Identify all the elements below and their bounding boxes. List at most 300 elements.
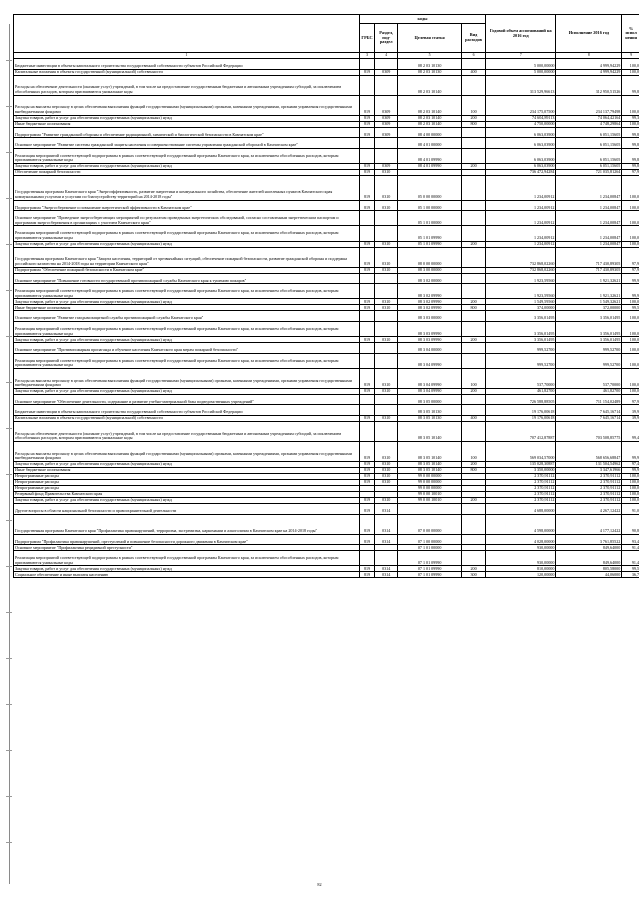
- row-percent: 100,0: [622, 226, 639, 241]
- row-target: 05 0 00 00000: [398, 175, 462, 200]
- row-razdel: 0314: [375, 514, 398, 534]
- row-vid: [461, 75, 485, 95]
- row-target: 05 1 01 00000: [398, 211, 462, 226]
- row-vid: [461, 551, 485, 566]
- row-razdel: [375, 273, 398, 284]
- row-grbs: [359, 148, 374, 163]
- row-percent: 100,0: [622, 175, 639, 200]
- row-executed: 717 430,89305: [556, 247, 622, 267]
- row-annual: 1 923,59560: [486, 284, 556, 299]
- row-name: Иные бюджетные ассигнования: [14, 305, 360, 311]
- row-executed: 1 234,00847: [556, 241, 622, 247]
- row-executed: 1 921,32621: [556, 284, 622, 299]
- row-percent: 39,9: [622, 405, 639, 416]
- row-percent: 100,0: [622, 492, 639, 498]
- row-annual: 6 063,03900: [486, 127, 556, 138]
- table-row: [14, 226, 639, 241]
- row-vid: 200: [461, 462, 485, 468]
- row-percent: 99,9: [622, 273, 639, 284]
- row-executed: 6 051,15605: [556, 127, 622, 138]
- row-vid: [461, 59, 485, 70]
- row-executed: 312 950,51526: [556, 75, 622, 95]
- row-target: 07 1 01 00000: [398, 545, 462, 551]
- row-percent: 100,0: [622, 321, 639, 336]
- row-grbs: 819: [359, 572, 374, 578]
- row-annual: 732 868,02260: [486, 267, 556, 273]
- row-vid: [461, 200, 485, 211]
- row-target: 05 1 00 00000: [398, 200, 462, 211]
- row-grbs: [359, 551, 374, 566]
- row-target: 05 1 01 09990: [398, 226, 462, 241]
- row-vid: 200: [461, 498, 485, 504]
- row-name: Реализация мероприятий соответствующей подпрограммы в рамках соответствующей государственной программы Камчатского края, за исключением обособленных расходов, которым присваиваются уникальные коды: [14, 284, 360, 299]
- row-name: Капитальные вложения в объекты государственной (муниципальной) собственности: [14, 69, 360, 75]
- row-target: 99 0 00 10010: [398, 498, 462, 504]
- row-percent: 97,9: [622, 394, 639, 405]
- row-target: 08 3 04 00000: [398, 343, 462, 354]
- row-vid: 200: [461, 115, 485, 121]
- row-target: 08 2 03 10140: [398, 121, 462, 127]
- row-executed: 2 370,91112: [556, 486, 622, 492]
- row-vid: [461, 175, 485, 200]
- row-name: Расходы на выплаты персоналу в целях обеспечения выполнения функций государственными (муниципальными) органами, казенными учреждениями, органами управления государственными внебюджетными фондами: [14, 95, 360, 115]
- row-annual: 74 604,89113: [486, 115, 556, 121]
- row-target: 05 1 01 09990: [398, 241, 462, 247]
- row-grbs: 819: [359, 69, 374, 75]
- row-annual: 5 000,00000: [486, 59, 556, 70]
- row-grbs: [359, 211, 374, 226]
- edge-tick: [6, 336, 12, 337]
- row-vid: 800: [461, 305, 485, 311]
- row-percent: 100,0: [622, 388, 639, 394]
- table-row: [14, 504, 639, 515]
- row-grbs: [359, 321, 374, 336]
- row-name: Основное мероприятие "Развитие системы гражданской защиты населения и совершенствование системы управления гражданской обороной в Камчатском крае": [14, 138, 360, 149]
- row-name: Иные бюджетные ассигнования: [14, 121, 360, 127]
- row-vid: [461, 247, 485, 267]
- row-grbs: 819: [359, 247, 374, 267]
- row-executed: 234 137,79498: [556, 95, 622, 115]
- row-executed: 74 064,42164: [556, 115, 622, 121]
- row-percent: 100,0: [622, 480, 639, 486]
- row-annual: 1 234,00912: [486, 226, 556, 241]
- row-target: 08 3 03 00000: [398, 311, 462, 322]
- row-executed: 3 347,61966: [556, 468, 622, 474]
- row-vid: [461, 311, 485, 322]
- table-row: [14, 75, 639, 95]
- row-percent: 99,8: [622, 148, 639, 163]
- row-razdel: 0310: [375, 175, 398, 200]
- row-razdel: 0309: [375, 127, 398, 138]
- row-razdel: 0309: [375, 95, 398, 115]
- row-percent: 100,0: [622, 498, 639, 504]
- row-razdel: [375, 422, 398, 442]
- row-percent: 39,9: [622, 416, 639, 422]
- row-grbs: 819: [359, 504, 374, 515]
- row-vid: 200: [461, 388, 485, 394]
- row-vid: [461, 394, 485, 405]
- row-target: 08 3 04 09990: [398, 388, 462, 394]
- row-executed: 4 999,94229: [556, 59, 622, 70]
- row-name: Закупка товаров, работ и услуг для обеспечения государственных (муниципальных) нужд: [14, 299, 360, 305]
- edge-tick: [6, 106, 12, 107]
- edge-tick: [6, 612, 12, 613]
- row-target: 08 4 00 00000: [398, 127, 462, 138]
- row-percent: 91,4: [622, 551, 639, 566]
- row-grbs: [359, 405, 374, 416]
- row-name: Государственная программа Камчатского края "Энергоэффективность, развитие энергетики и коммунального хозяйства, обеспечение жителей населенных пунктов Камчатского края коммунальными услугами и услугами по благоустройству территорий на 2014-2018 годы": [14, 175, 360, 200]
- row-grbs: 819: [359, 267, 374, 273]
- row-percent: 91,0: [622, 504, 639, 515]
- row-target: 08 3 03 09990: [398, 321, 462, 336]
- row-executed: 717 430,89305: [556, 267, 622, 273]
- row-executed: 849,64000: [556, 545, 622, 551]
- row-executed: 372,00000: [556, 305, 622, 311]
- row-target: 08 4 01 09990: [398, 163, 462, 169]
- row-executed: 1 921,32621: [556, 273, 622, 284]
- table-row: [14, 442, 639, 462]
- row-executed: 805,58000: [556, 566, 622, 572]
- row-annual: 2 370,91112: [486, 480, 556, 486]
- row-target: 08 4 01 00000: [398, 138, 462, 149]
- row-annual: 461,82700: [486, 388, 556, 394]
- row-name: Подпрограмма "Обеспечение пожарной безопасности в Камчатском крае": [14, 267, 360, 273]
- row-name: Реализация мероприятий соответствующей подпрограммы в рамках соответствующей государственной программы Камчатского края, за исключением обособленных расходов, которым присваиваются уникальные коды: [14, 226, 360, 241]
- table-row: [14, 59, 639, 70]
- row-percent: 100,0: [622, 241, 639, 247]
- row-grbs: 819: [359, 368, 374, 388]
- row-vid: [461, 148, 485, 163]
- row-percent: 100,0: [622, 69, 639, 75]
- row-name: Закупка товаров, работ и услуг для обеспечения государственных (муниципальных) нужд: [14, 241, 360, 247]
- table-row: [14, 311, 639, 322]
- row-name: Закупка товаров, работ и услуг для обеспечения государственных (муниципальных) нужд: [14, 462, 360, 468]
- row-percent: 100,0: [622, 337, 639, 343]
- row-annual: 3 356,01495: [486, 311, 556, 322]
- row-annual: 726 588,88505: [486, 394, 556, 405]
- row-razdel: 0310: [375, 241, 398, 247]
- row-executed: 3 761,85522: [556, 534, 622, 545]
- row-percent: 100,0: [622, 353, 639, 368]
- row-executed: 4 748,29864: [556, 121, 622, 127]
- row-target: 07 0 00 00000: [398, 514, 462, 534]
- row-annual: 19 176,00618: [486, 416, 556, 422]
- row-razdel: [375, 551, 398, 566]
- row-executed: 3 356,01495: [556, 321, 622, 336]
- row-name: Закупка товаров, работ и услуг для обеспечения государственных (муниципальных) нужд: [14, 163, 360, 169]
- row-razdel: [375, 353, 398, 368]
- table-row: [14, 405, 639, 416]
- budget-execution-table: [13, 14, 639, 578]
- row-razdel: 0310: [375, 169, 398, 175]
- edge-tick: [6, 704, 12, 705]
- row-name: Подпрограмма "Развитие гражданской обороны и обеспечение радиационной, химической и биологической безопасности в Камчатском крае": [14, 127, 360, 138]
- row-vid: [461, 226, 485, 241]
- row-name: Подпрограмма "Энергосбережение и повышение энергетической эффективности в Камчатском крае": [14, 200, 360, 211]
- row-annual: 1 234,00912: [486, 175, 556, 200]
- row-percent: 90,8: [622, 514, 639, 534]
- row-annual: 2 370,91112: [486, 474, 556, 480]
- row-name: Непрограммные расходы: [14, 486, 360, 492]
- row-annual: 1 234,00912: [486, 200, 556, 211]
- row-target: 08 3 04 09990: [398, 353, 462, 368]
- row-target: 08 2 03 10140: [398, 95, 462, 115]
- row-name: Закупка товаров, работ и услуг для обеспечения государственных (муниципальных) нужд: [14, 337, 360, 343]
- row-percent: 97,9: [622, 267, 639, 273]
- row-annual: 120,00000: [486, 572, 556, 578]
- row-target: 07 1 00 00000: [398, 534, 462, 545]
- row-razdel: 0310: [375, 247, 398, 267]
- row-target: 99 0 00 00000: [398, 486, 462, 492]
- table-row: [14, 148, 639, 163]
- row-grbs: 819: [359, 474, 374, 480]
- row-executed: 3 356,01495: [556, 337, 622, 343]
- row-executed: 1 234,00847: [556, 175, 622, 200]
- row-annual: 3 356,01495: [486, 337, 556, 343]
- row-executed: 4 999,94229: [556, 69, 622, 75]
- row-razdel: [375, 311, 398, 322]
- row-razdel: 0314: [375, 572, 398, 578]
- row-percent: 99,5: [622, 305, 639, 311]
- row-razdel: 0314: [375, 534, 398, 545]
- row-razdel: 0310: [375, 337, 398, 343]
- row-vid: [461, 514, 485, 534]
- row-percent: 100,0: [622, 343, 639, 354]
- row-annual: 707 412,87887: [486, 422, 556, 442]
- row-annual: 810,00000: [486, 566, 556, 572]
- row-vid: 100: [461, 95, 485, 115]
- row-target: 08 3 05 10140: [398, 422, 462, 442]
- table-row: [14, 343, 639, 354]
- row-name: Основное мероприятие "Обеспечение деятельности, содержание и развитие учебно-материальной базы подведомственных учреждений": [14, 394, 360, 405]
- edge-tick: [6, 520, 12, 521]
- row-grbs: 819: [359, 95, 374, 115]
- row-annual: 537,70000: [486, 368, 556, 388]
- row-razdel: [375, 211, 398, 226]
- row-name: Основное мероприятие "Развитие газодымозащитной службы противопожарной службы Камчатского края": [14, 311, 360, 322]
- row-grbs: 819: [359, 241, 374, 247]
- row-name: Подпрограмма "Профилактика правонарушений, преступлений и повышение безопасности дорожного движения в Камчатском крае": [14, 534, 360, 545]
- edge-tick: [6, 842, 12, 843]
- row-target: 99 0 00 10010: [398, 492, 462, 498]
- row-annual: 4 598,00000: [486, 514, 556, 534]
- header-grbs: ГРБС: [359, 24, 374, 53]
- row-name: Расходы на выплаты персоналу в целях обеспечения выполнения функций государственными (муниципальными) органами, казенными учреждениями, органами управления государственными внебюджетными фондами: [14, 442, 360, 462]
- table-row: [14, 211, 639, 226]
- table-row: [14, 514, 639, 534]
- row-name: Основное мероприятие "Повышение готовности государственной противопожарной службы Камчатского края к тушению пожаров": [14, 273, 360, 284]
- row-percent: 99,5: [622, 566, 639, 572]
- row-name: Основное мероприятие "Противопожарная пропаганда и обучение населения Камчатского края мерам пожарной безопасности": [14, 343, 360, 354]
- row-razdel: [375, 343, 398, 354]
- row-annual: 135 028,30887: [486, 462, 556, 468]
- row-executed: 6 051,15605: [556, 163, 622, 169]
- row-target: 07 1 01 09990: [398, 551, 462, 566]
- table-row: [14, 175, 639, 200]
- row-target: 08 3 05 00000: [398, 394, 462, 405]
- row-target: 07 1 01 09990: [398, 566, 462, 572]
- row-percent: 100,0: [622, 59, 639, 70]
- row-name: Бюджетные инвестиции в объекты капитального строительства государственной собственности субъектов Российской Федерации: [14, 405, 360, 416]
- row-grbs: [359, 284, 374, 299]
- row-target: 08 2 03 10140: [398, 115, 462, 121]
- row-target: 08 2 03 10140: [398, 75, 462, 95]
- table-row: [14, 551, 639, 566]
- row-executed: 999,52700: [556, 343, 622, 354]
- row-percent: 100,0: [622, 200, 639, 211]
- row-annual: 6 063,03900: [486, 138, 556, 149]
- row-percent: 100,0: [622, 486, 639, 492]
- row-grbs: 819: [359, 442, 374, 462]
- row-target: 08 0 00 00000: [398, 247, 462, 267]
- row-razdel: [375, 226, 398, 241]
- row-annual: 2 370,91112: [486, 486, 556, 492]
- table-row: [14, 422, 639, 442]
- row-grbs: 819: [359, 121, 374, 127]
- row-target: 08 3 05 10130: [398, 416, 462, 422]
- row-name: Расходы на обеспечение деятельности (оказание услуг) учреждений, в том числе на предоставление государственным бюджетным и автономным учреждениям субсидий, за исключением обособленных расходов, которым присваиваются уникальные коды: [14, 75, 360, 95]
- row-razdel: [375, 59, 398, 70]
- row-vid: 100: [461, 442, 485, 462]
- row-name: Закупка товаров, работ и услуг для обеспечения государственных (муниципальных) нужд: [14, 498, 360, 504]
- edge-tick: [6, 244, 12, 245]
- row-name: Капитальные вложения в объекты государственной (муниципальной) собственности: [14, 416, 360, 422]
- row-grbs: 819: [359, 115, 374, 121]
- row-executed: 1 549,32621: [556, 299, 622, 305]
- row-annual: 6 063,03900: [486, 163, 556, 169]
- row-name: Непрограммные расходы: [14, 480, 360, 486]
- row-grbs: [359, 343, 374, 354]
- row-grbs: 819: [359, 388, 374, 394]
- table-row: [14, 353, 639, 368]
- header-executed: Исполнение 2016 год: [556, 15, 622, 53]
- row-name: Закупка товаров, работ и услуг для обеспечения государственных (муниципальных) нужд: [14, 388, 360, 394]
- row-grbs: 819: [359, 514, 374, 534]
- row-percent: 99,8: [622, 127, 639, 138]
- column-number: 8: [556, 53, 622, 59]
- table-row: [14, 127, 639, 138]
- row-percent: 99,4: [622, 422, 639, 442]
- row-razdel: [375, 138, 398, 149]
- row-percent: 97,9: [622, 169, 639, 175]
- row-name: Бюджетные инвестиции в объекты капитального строительства государственной собственности субъектов Российской Федерации: [14, 59, 360, 70]
- row-target: 99 0 00 00000: [398, 474, 462, 480]
- binding-edge: [0, 0, 14, 905]
- row-vid: [461, 343, 485, 354]
- row-razdel: 0310: [375, 299, 398, 305]
- row-executed: 3 356,01495: [556, 311, 622, 322]
- column-number: 9: [622, 53, 639, 59]
- column-number: 5: [398, 53, 462, 59]
- row-razdel: [375, 321, 398, 336]
- row-name: Социальное обеспечение и иные выплаты населению: [14, 572, 360, 578]
- row-vid: 400: [461, 416, 485, 422]
- row-name: Расходы на обеспечение деятельности (оказание услуг) учреждений, в том числе на предоставление государственным бюджетным и автономным учреждениям субсидий, за исключением обособленных расходов, которым присваиваются уникальные коды: [14, 422, 360, 442]
- row-annual: 1 234,00912: [486, 241, 556, 247]
- row-razdel: 0314: [375, 566, 398, 572]
- row-executed: 849,64000: [556, 551, 622, 566]
- row-grbs: 819: [359, 416, 374, 422]
- row-percent: 99,9: [622, 284, 639, 299]
- row-vid: 200: [461, 241, 485, 247]
- header-annual: Годовой объем ассигнований на 2016 год: [486, 15, 556, 53]
- row-executed: 537,70000: [556, 368, 622, 388]
- header-razdel: Раздел, под- раздел: [375, 24, 398, 53]
- row-vid: 800: [461, 468, 485, 474]
- row-executed: 6 051,15605: [556, 138, 622, 149]
- edge-tick: [6, 566, 12, 567]
- row-razdel: 0310: [375, 368, 398, 388]
- row-annual: 313 529,96613: [486, 75, 556, 95]
- row-annual: 930,00000: [486, 551, 556, 566]
- row-grbs: 819: [359, 480, 374, 486]
- row-grbs: 819: [359, 175, 374, 200]
- row-grbs: 819: [359, 534, 374, 545]
- row-vid: 200: [461, 299, 485, 305]
- row-annual: 4 688,00000: [486, 504, 556, 515]
- row-grbs: 819: [359, 299, 374, 305]
- row-executed: 2 370,91112: [556, 498, 622, 504]
- row-grbs: [359, 394, 374, 405]
- row-vid: [461, 138, 485, 149]
- header-target: Целевая статья: [398, 24, 462, 53]
- row-grbs: [359, 59, 374, 70]
- row-target: 08 2 03 10130: [398, 69, 462, 75]
- row-executed: 2 370,91112: [556, 492, 622, 498]
- report-table: [13, 14, 639, 578]
- row-annual: 1 923,59560: [486, 273, 556, 284]
- table-row: [14, 321, 639, 336]
- row-grbs: [359, 311, 374, 322]
- header-percent: % испол нения: [622, 15, 639, 53]
- row-razdel: 0310: [375, 442, 398, 462]
- row-razdel: 0310: [375, 480, 398, 486]
- row-executed: 7 645,16714: [556, 405, 622, 416]
- row-name: Другие вопросы в области национальной безопасности и правоохранительной деятельности: [14, 504, 360, 515]
- edge-tick: [6, 382, 12, 383]
- row-name: Непрограммные расходы: [14, 474, 360, 480]
- row-vid: [461, 353, 485, 368]
- row-grbs: 819: [359, 566, 374, 572]
- row-name: Расходы на выплаты персоналу в целях обеспечения выполнения функций государственными (муниципальными) органами, казенными учреждениями, органами управления государственными внебюджетными фондами: [14, 368, 360, 388]
- header-codes: коды: [359, 15, 485, 24]
- row-razdel: 0310: [375, 416, 398, 422]
- row-executed: 461,82700: [556, 388, 622, 394]
- row-vid: 800: [461, 121, 485, 127]
- row-annual: 234 175,07500: [486, 95, 556, 115]
- row-annual: 2 370,91112: [486, 492, 556, 498]
- row-razdel: 0309: [375, 121, 398, 127]
- row-vid: [461, 534, 485, 545]
- row-target: [398, 504, 462, 515]
- row-percent: 99,9: [622, 442, 639, 462]
- row-annual: 4 028,00000: [486, 534, 556, 545]
- row-razdel: [375, 405, 398, 416]
- row-razdel: 0310: [375, 200, 398, 211]
- row-razdel: 0310: [375, 305, 398, 311]
- row-annual: 5 000,00000: [486, 69, 556, 75]
- row-vid: 300: [461, 572, 485, 578]
- row-executed: 721 035,81264: [556, 169, 622, 175]
- row-name: Обеспечение пожарной безопасности: [14, 169, 360, 175]
- row-annual: 930,00000: [486, 545, 556, 551]
- row-annual: 4 750,00000: [486, 121, 556, 127]
- row-percent: 100,0: [622, 368, 639, 388]
- row-name: Закупка товаров, работ и услуг для обеспечения государственных (муниципальных) нужд: [14, 115, 360, 121]
- row-executed: 711 154,02489: [556, 394, 622, 405]
- row-vid: 100: [461, 368, 485, 388]
- edge-tick: [6, 796, 12, 797]
